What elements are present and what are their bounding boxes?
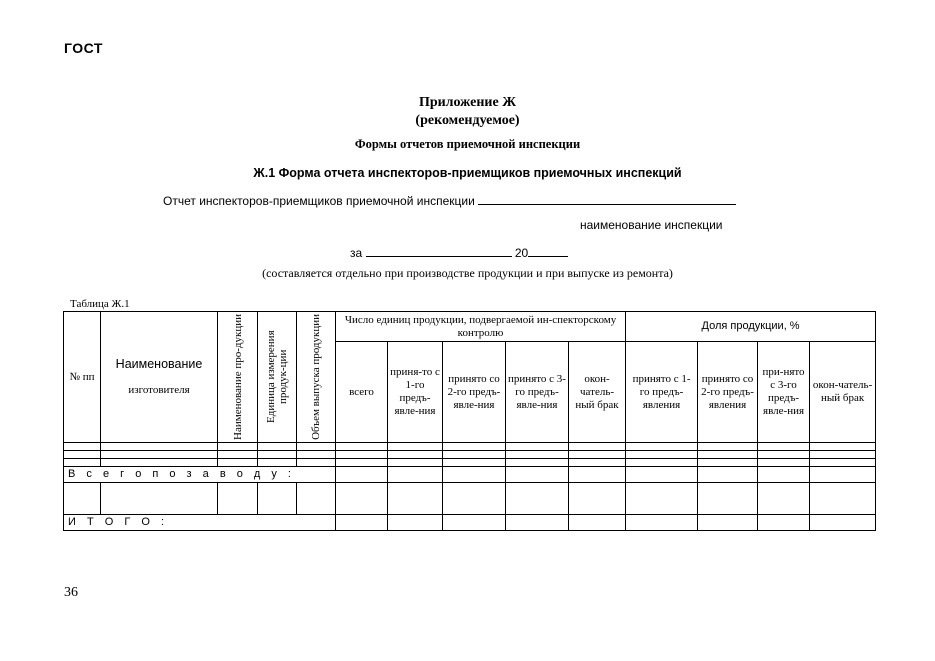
period-prefix: за [350,246,363,260]
table-cell[interactable] [336,483,388,515]
document-header-label: ГОСТ [64,40,103,56]
table-cell[interactable] [388,459,443,467]
forms-title: Формы отчетов приемочной инспекции [354,137,581,151]
header-count-reject: окон-чатель-ный брак [569,342,626,443]
table-cell[interactable] [297,459,336,467]
table-cell[interactable] [569,483,626,515]
table-cell[interactable] [810,451,876,459]
table-cell[interactable] [64,459,101,467]
page-number: 36 [64,585,78,600]
period-line [350,245,568,260]
table-row [64,443,876,451]
table-cell[interactable] [443,467,506,483]
table-cell[interactable] [388,467,443,483]
table-row [64,483,876,515]
table-cell[interactable] [810,459,876,467]
table-cell[interactable] [443,483,506,515]
table-cell[interactable] [218,483,258,515]
period-year-blank[interactable] [528,245,568,257]
period-blank[interactable] [366,245,512,257]
header-count-third: принято с 3-го предъ-явле-ния [506,342,569,443]
table-cell[interactable] [297,483,336,515]
table-cell[interactable] [101,459,218,467]
header-manufacturer-main: Наименование [115,356,203,371]
table-cell[interactable] [336,459,388,467]
table-row [64,451,876,459]
table-cell[interactable] [810,467,876,483]
table-cell[interactable] [443,443,506,451]
table-cell[interactable] [297,443,336,451]
table-cell[interactable] [626,483,698,515]
table-cell[interactable] [569,459,626,467]
inspection-caption: наименование инспекции [580,218,723,232]
table-cell[interactable] [388,515,443,531]
table-cell[interactable] [698,451,758,459]
header-product-name [218,312,258,443]
table-cell[interactable] [64,483,101,515]
inspection-name-blank[interactable] [478,193,736,205]
table-cell[interactable] [810,443,876,451]
table-cell[interactable] [258,459,297,467]
header-group-share: Доля продукции, % [626,312,876,342]
header-count-second: принято со 2-го предъ-явле-ния [443,342,506,443]
table-cell[interactable] [810,515,876,531]
header-product-name-text: Наименование про-дукции [231,314,244,440]
table-cell[interactable] [758,443,810,451]
table-cell[interactable] [336,467,388,483]
header-manufacturer-sub: изготовителя [128,383,190,396]
table-cell[interactable] [506,451,569,459]
table-cell[interactable] [258,443,297,451]
table-cell[interactable] [569,467,626,483]
table-cell[interactable] [258,451,297,459]
header-count-first: приня-то с 1-го предъ-явле-ния [388,342,443,443]
table-cell[interactable] [101,443,218,451]
table-cell[interactable] [569,451,626,459]
table-cell[interactable] [218,459,258,467]
table-cell[interactable] [336,443,388,451]
table-cell[interactable] [388,483,443,515]
table-cell[interactable] [101,483,218,515]
table-cell[interactable] [626,515,698,531]
header-share-second: принято со 2-го предъ-явления [698,342,758,443]
report-line-label: Отчет инспекторов-приемщиков приемочной инспекции [163,194,475,208]
header-volume-text: Объем выпуска продукции [310,314,322,440]
table-cell[interactable] [810,483,876,515]
grand-total-row [64,515,876,531]
table-cell[interactable] [443,459,506,467]
table-cell[interactable] [698,483,758,515]
table-cell[interactable] [336,451,388,459]
header-unit-text: Единица измерения продук-ции [265,330,289,424]
total-plant-label: В с е г о п о з а в о д у : [64,467,336,483]
header-share-third: при-нято с 3-го предъ-явле-ния [758,342,810,443]
table-cell[interactable] [443,515,506,531]
table-cell[interactable] [569,443,626,451]
table-cell[interactable] [506,443,569,451]
table-cell[interactable] [336,515,388,531]
table-cell[interactable] [758,483,810,515]
table-cell[interactable] [506,467,569,483]
table-cell[interactable] [297,451,336,459]
table-row [64,459,876,467]
table-cell[interactable] [626,443,698,451]
header-manufacturer [101,312,218,443]
total-plant-row [64,467,876,483]
header-count-total: всего [336,342,388,443]
header-share-reject: окон-чатель-ный брак [810,342,876,443]
table-cell[interactable] [698,443,758,451]
table-cell[interactable] [443,451,506,459]
compilation-note: (составляется отдельно при производстве продукции и при выпуске из ремонта) [262,266,673,280]
grand-total-label: И Т О Г О : [64,515,336,531]
table-cell[interactable] [506,483,569,515]
table-cell[interactable] [218,443,258,451]
report-line [163,193,736,208]
table-cell[interactable] [64,451,101,459]
header-num: № пп [64,312,101,443]
table-cell[interactable] [506,459,569,467]
table-cell[interactable] [569,515,626,531]
table-cell[interactable] [758,467,810,483]
table-cell[interactable] [758,451,810,459]
table-cell[interactable] [626,467,698,483]
table-cell[interactable] [101,451,218,459]
table-cell[interactable] [626,451,698,459]
appendix-title: Приложение Ж [418,95,517,110]
report-table [63,311,876,531]
header-share-first: принято с 1-го предъ-явления [626,342,698,443]
table-cell[interactable] [218,451,258,459]
appendix-status: (рекомендуемое) [415,113,520,128]
table-cell[interactable] [698,467,758,483]
table-cell[interactable] [388,443,443,451]
table-cell[interactable] [506,515,569,531]
form-title: Ж.1 Форма отчета инспекторов-приемщиков приемочных инспекций [253,166,682,180]
period-year-prefix: 20 [514,246,529,260]
table-caption: Таблица Ж.1 [70,298,130,310]
table-cell[interactable] [64,443,101,451]
header-volume [297,312,336,443]
table-cell[interactable] [626,459,698,467]
table-cell[interactable] [758,459,810,467]
table-cell[interactable] [258,483,297,515]
table-cell[interactable] [698,459,758,467]
header-unit [258,312,297,443]
header-group-count: Число единиц продукции, подвергаемой ин-спекторскому контролю [336,312,626,342]
table-cell[interactable] [388,451,443,459]
table-cell[interactable] [758,515,810,531]
table-cell[interactable] [698,515,758,531]
